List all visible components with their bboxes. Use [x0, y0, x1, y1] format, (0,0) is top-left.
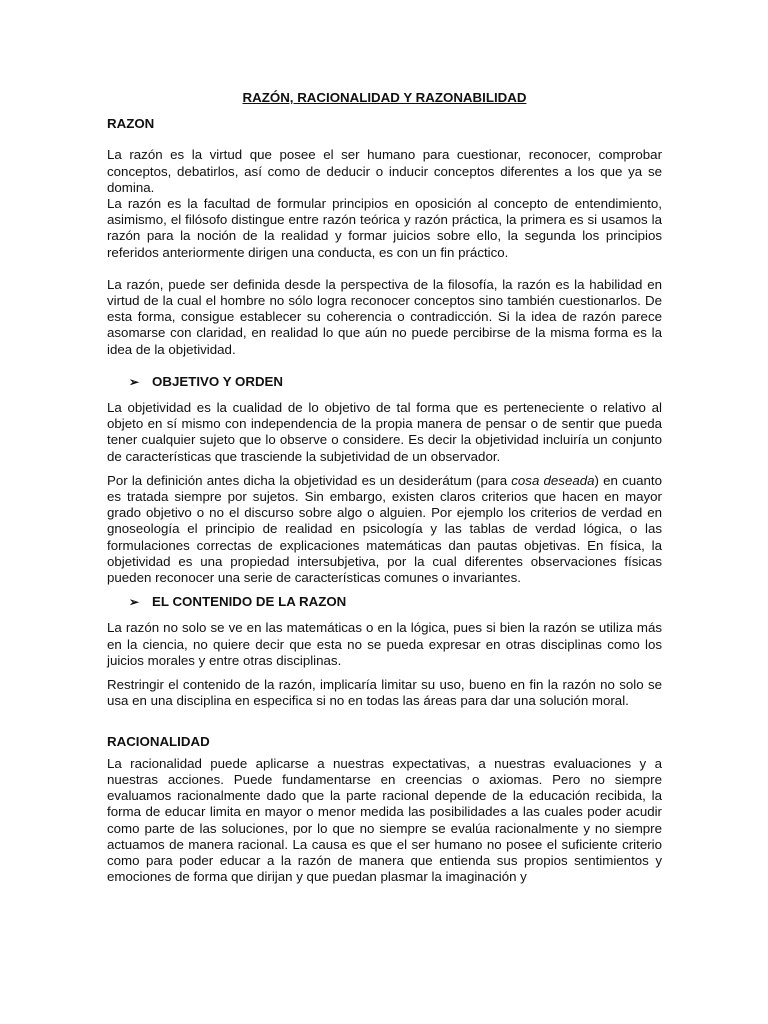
paragraph-razon-1: La razón es la virtud que posee el ser humano para cuestionar, reconocer, comprobar conceptos, debatirlos, así como de deducir o inducir conceptos diferentes a los que ya se domina. — [107, 147, 662, 195]
heading-contenido-razon — [107, 594, 662, 610]
paragraph-razon-3: La razón, puede ser definida desde la perspectiva de la filosofía, la razón es la habilidad en virtud de la cual el hombre no sólo logra reconocer conceptos sino también cuestionarlos. De esta forma, consigue establecer su coherencia o contradicción. Si la idea de razón parece asomarse con claridad, en realidad lo que aún no puede percibirse de la misma forma es la idea de la objetividad. — [107, 276, 662, 357]
heading-razon: RAZON — [107, 116, 155, 132]
paragraph-objetivo-2 — [107, 473, 662, 586]
paragraph-objetivo-2-italic: cosa deseada — [511, 472, 595, 488]
paragraph-contenido-2: Restringir el contenido de la razón, implicaría limitar su uso, bueno en fin la razón no solo se usa en una disciplina en especifica si no en todas las áreas para dar una solución moral. — [107, 677, 662, 709]
heading-objetivo-orden-label: OBJETIVO Y ORDEN — [152, 373, 284, 389]
arrow-bullet-icon: ➢ — [129, 374, 140, 389]
heading-contenido-razon-label: EL CONTENIDO DE LA RAZON — [152, 594, 347, 610]
heading-racionalidad: RACIONALIDAD — [107, 733, 210, 749]
paragraph-racionalidad-1: La racionalidad puede aplicarse a nuestras expectativas, a nuestras evaluaciones y a nuestras acciones. Puede fundamentarse en creencias o axiomas. Pero no siempre evaluamos racionalmente dado que la parte racional depende de la educación recibida, la forma de educar limita en mayor o menor medida las posibilidades a las cuales poder acudir como parte de las soluciones, por lo que no siempre se evalúa racionalmente y no siempre actuamos de manera racional. La causa es que el ser humano no posee el suficiente criterio como para poder educar a la razón de manera que entienda sus propios sentimientos y emociones de forma que dirijan y que puedan plasmar la imaginación y — [107, 755, 662, 885]
paragraph-objetivo-2-start: Por la definición antes dicha la objetividad es un desiderátum (para — [107, 472, 512, 488]
document-title: RAZÓN, RACIONALIDAD Y RAZONABILIDAD — [242, 90, 527, 105]
document-page — [107, 90, 662, 885]
arrow-bullet-icon: ➢ — [129, 595, 140, 610]
paragraph-razon-2: La razón es la facultad de formular principios en oposición al concepto de entendimiento, asimismo, el filósofo distingue entre razón teórica y razón práctica, la primera es si usamos la razón para la noción de la realidad y formar juicios sobre ello, la segunda los principios referidos anteriormente dirigen una conducta, es con un fin práctico. — [107, 196, 662, 260]
paragraph-objetivo-2-end: ) en cuanto es tratada siempre por sujetos. Sin embargo, existen claros criterios que hacen en mayor grado objetivo o no el discurso sobre algo o alguien. Por ejemplo los criterios de verdad en gnoseología el principio de realidad en psicología y las tablas de verdad lógica, o las formulaciones correctas de explicaciones matemáticas dan pautas objetivas. En física, la objetividad es una propiedad intersubjetiva, por la cual diferentes observaciones físicas pueden reconocer una serie de características comunes o invariantes. — [107, 472, 662, 586]
heading-objetivo-orden — [107, 374, 662, 390]
paragraph-objetivo-1: La objetividad es la cualidad de lo objetivo de tal forma que es perteneciente o relativo al objeto en sí mismo con independencia de la propia manera de pensar o de sentir que pueda tener cualquier sujeto que lo observe o considere. Es decir la objetividad incluiría un conjunto de características que trasciende la subjetividad de un observador. — [107, 400, 662, 464]
paragraph-contenido-1: La razón no solo se ve en las matemáticas o en la lógica, pues si bien la razón se utiliza más en la ciencia, no quiere decir que esta no se pueda expresar en otras disciplinas como los juicios morales y entre otras disciplinas. — [107, 620, 662, 668]
